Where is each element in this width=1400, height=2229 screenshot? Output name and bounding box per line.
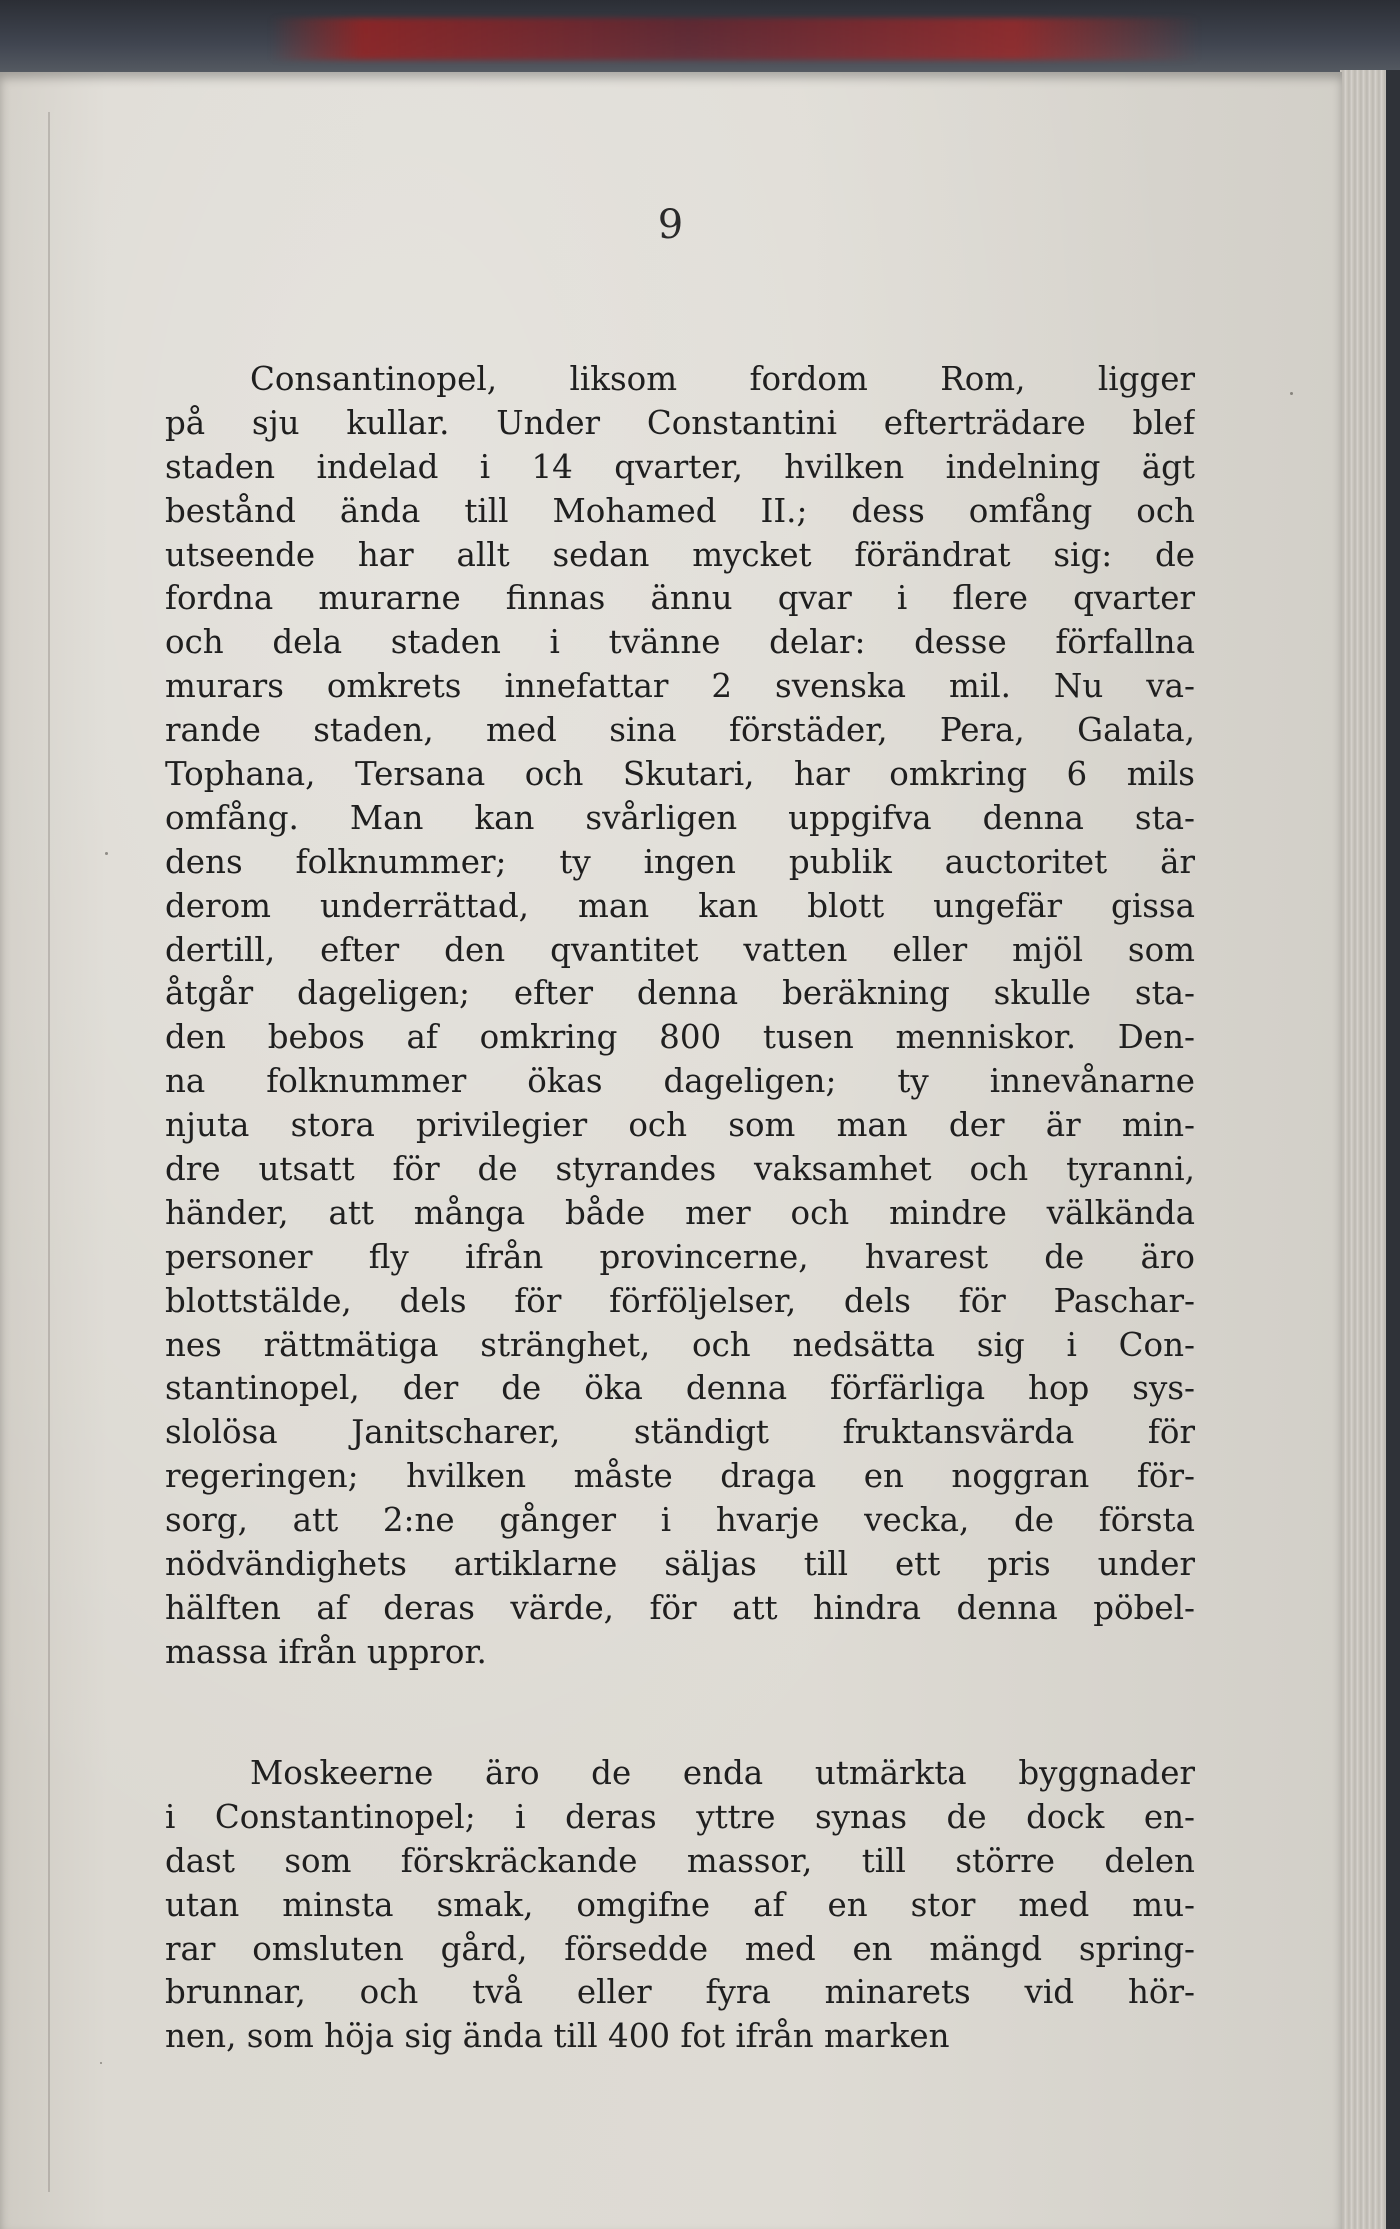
- text-line: dens folknummer; ty ingen publik auctoritet är: [165, 842, 1195, 881]
- paper-speck: [100, 2062, 102, 2064]
- text-line: murars omkrets innefattar 2 svenska mil. Nu va-: [165, 667, 1195, 706]
- book-binding-top: [0, 0, 1400, 80]
- text-line: dertill, efter den qvantitet vatten eller mjöl som: [165, 930, 1195, 969]
- text-line: blottstälde, dels för förföljelser, dels för Paschar-: [165, 1281, 1195, 1320]
- text-line: och dela staden i tvänne delar: desse förfallna: [165, 623, 1195, 662]
- text-line: utan minsta smak, omgifne af en stor med mu-: [165, 1885, 1195, 1924]
- text-line: slolösa Janitscharer, ständigt fruktansvärda för: [165, 1413, 1195, 1452]
- text-line: Consantinopel, liksom fordom Rom, ligger: [250, 360, 1195, 398]
- text-line: na folknummer ökas dageligen; ty innevånarne: [165, 1062, 1195, 1101]
- text-line: staden indelad i 14 qvarter, hvilken indelning ägt: [165, 447, 1195, 486]
- text-line: nen, som höja sig ända till 400 fot ifrån marken: [165, 2017, 950, 2056]
- text-line: Tophana, Tersana och Skutari, har omkring 6 mils: [165, 755, 1195, 794]
- binding-stain: [270, 18, 1200, 60]
- paragraph-2: [165, 1752, 1195, 2059]
- text-line: hälften af deras värde, för att hindra denna pöbel-: [165, 1588, 1195, 1627]
- text-line: fordna murarne finnas ännu qvar i flere qvarter: [165, 579, 1195, 618]
- text-line: massa ifrån uppror.: [165, 1632, 487, 1671]
- book-page: [0, 72, 1342, 2229]
- text-line: brunnar, och två eller fyra minarets vid hör-: [165, 1973, 1195, 2012]
- text-line: omfång. Man kan svårligen uppgifva denna sta-: [165, 798, 1195, 837]
- text-line: stantinopel, der de öka denna förfärliga hop sys-: [165, 1369, 1195, 1408]
- text-line: dre utsatt för de styrandes vaksamhet och tyranni,: [165, 1150, 1195, 1189]
- text-line: derom underrättad, man kan blott ungefär gissa: [165, 886, 1195, 925]
- text-line: nes rättmätiga stränghet, och nedsätta sig i Con-: [165, 1325, 1195, 1364]
- text-line: nödvändighets artiklarne säljas till ett pris under: [165, 1545, 1195, 1584]
- text-line: på sju kullar. Under Constantini efterträdare blef: [165, 403, 1195, 442]
- paper-speck: [105, 852, 108, 855]
- text-line: den bebos af omkring 800 tusen menniskor. Den-: [165, 1018, 1195, 1057]
- text-line: sorg, att 2:ne gånger i hvarje vecka, de första: [165, 1501, 1195, 1540]
- text-line: bestånd ända till Mohamed II.; dess omfång och: [165, 491, 1195, 530]
- text-line: dast som förskräckande massor, till större delen: [165, 1841, 1195, 1880]
- page-number: 9: [657, 202, 685, 248]
- page-gutter: [48, 112, 50, 2192]
- paragraph-1: [165, 358, 1195, 1675]
- paper-speck: [1290, 392, 1293, 395]
- text-line: rar omsluten gård, försedde med en mängd spring-: [165, 1929, 1195, 1968]
- text-line: händer, att många både mer och mindre välkända: [165, 1193, 1195, 1232]
- text-line: njuta stora privilegier och som man der är min-: [165, 1106, 1195, 1145]
- text-line: Moskeerne äro de enda utmärkta byggnader: [250, 1754, 1195, 1792]
- text-line: rande staden, med sina förstäder, Pera, Galata,: [165, 711, 1195, 750]
- text-line: personer fly ifrån provincerne, hvarest de äro: [165, 1237, 1195, 1276]
- book-cover-edge: [1386, 70, 1400, 2229]
- text-line: åtgår dageligen; efter denna beräkning skulle sta-: [165, 974, 1195, 1013]
- text-line: regeringen; hvilken måste draga en noggran för-: [165, 1457, 1195, 1496]
- text-line: utseende har allt sedan mycket förändrat sig: de: [165, 535, 1195, 574]
- text-line: i Constantinopel; i deras yttre synas de dock en-: [165, 1797, 1195, 1836]
- page-edges: [1340, 70, 1400, 2229]
